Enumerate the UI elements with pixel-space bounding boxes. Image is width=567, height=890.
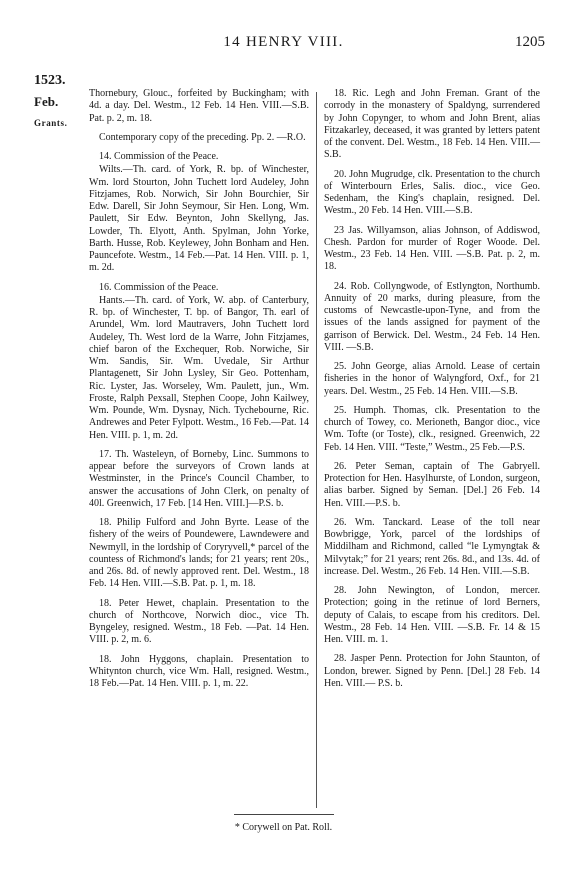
entry-hyggons: 18. John Hyggons, chaplain. Presentation to Whitynton church, vice Wm. Hall, resigned. Westm., 18 Feb.—Pat. 14 Hen. VIII. p. 1, m. 22. [89,653,309,689]
entry-willyamson: 23 Jas. Willyamson, alias Johnson, of Addiswod, Chesh. Pardon for murder of Roger Woode. Del. Westm., 23 Feb. 14 Hen. VIII. —S.B. Pat. p. 2, m. 18. [324,224,540,273]
entry-collyngwode: 24. Rob. Collyngwode, of Estlyngton, Northumb. Annuity of 20 marks, during pleasure, from the customs of Newcastle-upon-Tyne, and from the issues of the lands assigned for payment of the garrison of Berwick. Del. Westm., 24 Feb. 14 Hen. VIII. —S.B. [324,280,540,353]
margin-year: 1523. [34,73,66,88]
right-column [324,88,540,697]
margin-month: Feb. [34,94,59,109]
entry-fulford-byrte: 18. Philip Fulford and John Byrte. Lease of the fishery of the weirs of Poundewere, Lawndewere and Newmyll, in the lordship of Coryryvell,* parcel of the countess of Richmond's lands; for 21 years; rent 20s., and 26s. 8d. of newly approved rent. Del. Westm., 18 Feb. 14 Hen. VIII.—S.B. Pat. p. 1, m. 18. [89,517,309,590]
footnote: * Corywell on Pat. Roll. [234,822,333,833]
entry-thomas: 25. Humph. Thomas, clk. Presentation to the church of Towey, co. Merioneth, Bangor dioc., vice Wm. Tofte (or Toste), clk., resigned. Greenwich, 22 Feb. 14 Hen. VIII. “Teste,” Westm., 25 Feb.—P.S. [324,404,540,453]
entry-penn: 28. Jasper Penn. Protection for John Staunton, of London, brewer. Signed by Penn. [Del.] 28 Feb. 14 Hen. VIII.— P.S. b. [324,653,540,689]
entry-commission-hants: Hants.—Th. card. of York, W. abp. of Canterbury, R. bp. of Winchester, T. bp. of Bangor, Th. earl of Arundel, Wm. lord Mautravers, John Tuchett lord Audeley, Th. West lord de la Warre, John Fitzjames, chief baron of the Exchequer, Rob. Norwiche, Sir Wm. Sandis, Sir. Wm. Uvedale, Sir Arthur Plantagenett, Sir John Lysley, Sir Geo. Pottenham, Ric. Lyster, Jas. Worseley, Wm. Paulett, jun., Wm. Froste, Ralph Pexsall, Stephen Coope, John Kailwey, Wm. Pounde, Wm. Dysnay, Nich. Tychebourne, Ric. Andrewes and Peter Fylpott. Westm., 16 Feb.—Pat. 14 Hen. VIII. p. 1, m. 2d. [89,294,309,441]
margin-section: Grants. [34,118,68,128]
entry-george: 25. John George, alias Arnold. Lease of certain fisheries in the honor of Walyngford, Oxf., for 21 years. Del. Westm., 25 Feb. 14 Hen. VIII.—S.B. [324,361,540,397]
entry-mugrudge: 20. John Mugrudge, clk. Presentation to the church of Winterbourn Erles, Salis. dioc., vice Geo. Sedenham, the King's chaplain, resigned. Del. Westm., 20 Feb. 14 Hen. VIII.—S.B. [324,168,540,217]
entry-hewet: 18. Peter Hewet, chaplain. Presentation to the church of Northcove, Norwich dioc., vice Th. Byngeley, resigned. Westm., 18 Feb. —Pat. 14 Hen. VIII. p. 2, m. 6. [89,597,309,646]
entry-wasteleyn: 17. Th. Wasteleyn, of Borneby, Linc. Summons to appear before the surveyors of Crown lands at Westminster, in the Prince's Council Chamber, to answer the accusations of John Clerk, on penalty of 40l. Greenwich, 17 Feb. [14 Hen. VIII.]—P.S. b. [89,448,309,509]
entry-heading-wilts: 14. Commission of the Peace. [99,151,219,162]
entry-seman: 26. Peter Seman, captain of The Gabryell. Protection for Hen. Hasylhurste, of London, surgeon, alias barber. Signed by Seman. [Del.] 26 Feb. 14 Hen. VIII.—P.S. b. [324,460,540,509]
left-column [89,88,309,697]
entry-heading-hants: 16. Commission of the Peace. [99,281,219,293]
entry-commission-wilts: Wilts.—Th. card. of York, R. bp. of Winchester, Wm. lord Stourton, John Tuchett lord Audeley, John Fitzjames, Rob. Norwich, Sir John Bourchier, Sir Edw. Darell, Sir John Seymour, Sir Hen. Long, Wm. Paulett, Sir Edw. Beynton, John Skellyng, Jas. Lowder, Th. Elyott, Anth. Spylman, John Yorke, Barth. Husse, Rob. Keylewey, John Bonham and Hen. Pauncefote. Westm., 14 Feb.—Pat. 14 Hen. VIII. p. 1, m. 2d. [89,164,309,274]
entry-newington: 28. John Newington, of London, mercer. Protection; going in the retinue of lord Berners, deputy of Calais, to escape from his creditors. Del. Westm., 28 Feb. 14 Hen. VIII. —S.B. Fr. 14 & 15 Hen. VIII. m. 1. [324,585,540,645]
running-header-title: 14 HENRY VIII. [223,34,344,50]
entry-continuation: Thornebury, Glouc., forfeited by Buckingham; with 4d. a day. Del. Westm., 12 Feb. 14 Hen. VIII.—S.B. Pat. p. 2, m. 18. [89,88,309,124]
column-divider [316,92,317,808]
entry-tanckard: 26. Wm. Tanckard. Lease of the toll near Bowbrigge, York, parcel of the lordships of Middilham and Richmond, called “le Lymyngtak & Milvytak;” for 21 years; rent 26s. 8d., and 13s. 4d. of increase. Del. Westm., 26 Feb. 14 Hen. VIII.—S.B. [324,516,540,577]
footnote-rule [234,814,334,815]
page-number: 1205 [515,34,545,50]
entry-contemporary-copy: Contemporary copy of the preceding. Pp. 2. —R.O. [99,131,306,143]
entry-legh-freman: 18. Ric. Legh and John Freman. Grant of the corrody in the monastery of Spaldyng, surrendered by John Copynger, to whom and John Brent, alias Fitzakarley, deceased, it was granted by letters patent of the convent. Del. Westm., 18 Feb. 14 Hen. VIII.—S.B. [324,88,540,161]
